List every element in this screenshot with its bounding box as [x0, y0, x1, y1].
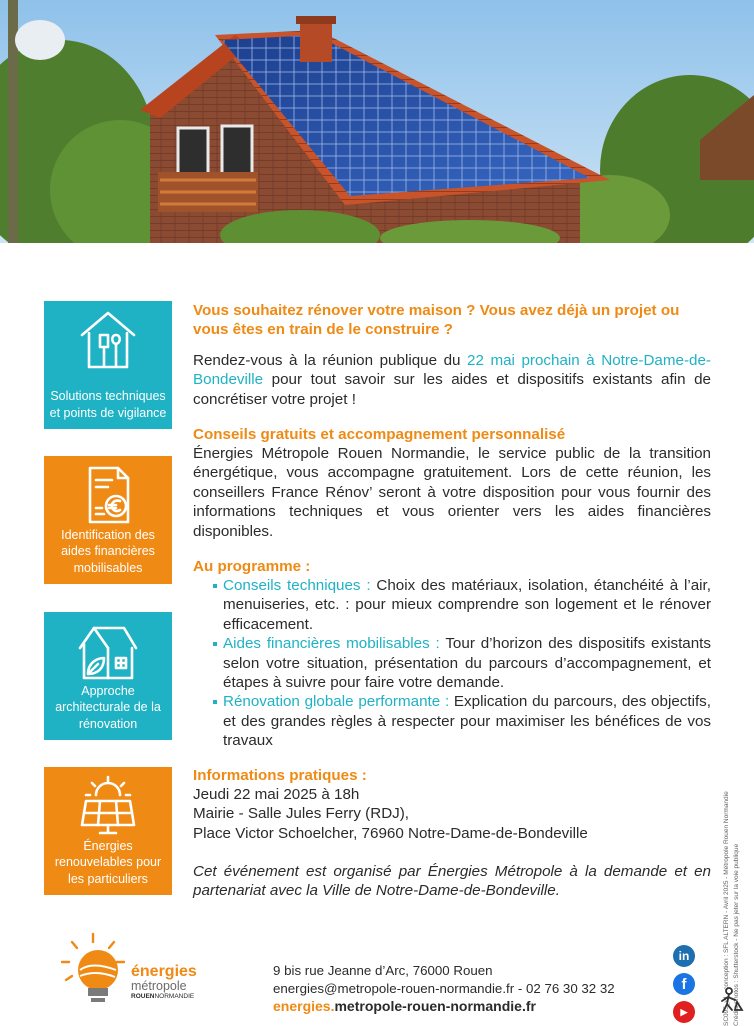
programme-item-text: Explication du parcours, des objectifs, et des grandes règles à respecter pour maximiser les bénéfices de vos travaux [223, 693, 711, 750]
programme-item-text: Choix des matériaux, isolation, étanchéité à l’air, menuiseries, etc. : pour mieux comprendre son logement et le rénover efficacement. [223, 577, 711, 633]
programme-list [193, 576, 711, 751]
tile-energies-renouvelables [44, 767, 172, 895]
tile-solutions-techniques [44, 301, 172, 429]
tile-approche-architecturale [44, 612, 172, 740]
logo-line3-rouen: ROUEN [131, 993, 155, 1000]
intro-heading: Vous souhaitez rénover votre maison ? Vous avez déjà un projet ou vous êtes en train de le construire ? [193, 302, 680, 339]
conseils-paragraph: Énergies Métropole Rouen Normandie, le service public de la transition énergétique, vous accompagne gratuitement. Lors de cette réunion, les conseillers France Rénov’ seront à votre disposition pour vous fournir des informations techniques et vous orienter vers les aides financières disponibles. [193, 445, 711, 540]
logo-line3-normandie: NORMANDIE [154, 993, 195, 1000]
programme-item-text: Tour d’horizon des dispositifs existants selon votre situation, présentation du parcours d’accompagnement, et étapes à suivre pour faire votre demande. [223, 635, 711, 692]
infos-address: Place Victor Schoelcher, 76960 Notre-Dame-de-Bondeville [193, 825, 588, 842]
solar-panel-sun-icon [78, 775, 138, 837]
no-littering-icon [717, 986, 745, 1014]
energies-metropole-logo [58, 930, 208, 1010]
youtube-icon[interactable]: ▶ [673, 1001, 695, 1023]
house-tools-icon [78, 309, 138, 371]
house-leaf-icon [78, 620, 138, 682]
footer-contact[interactable]: energies@metropole-rouen-normandie.fr - 02 76 30 32 32 [273, 981, 615, 996]
logo-line1: énergies [131, 963, 197, 980]
hero-photo [0, 0, 754, 243]
infos-date: Jeudi 22 mai 2025 à 18h [193, 786, 360, 803]
tile-label: Identification des aides financières mobilisables [61, 527, 155, 575]
lightbulb-logo-icon [58, 930, 128, 1010]
side-credits-line: Crédits photos : Shutterstock - Ne pas jeter sur la voie publique [733, 843, 740, 1026]
programme-item-term: Aides financières mobilisables : [223, 635, 440, 653]
infos-heading: Informations pratiques : [193, 767, 367, 784]
intro-text-end: pour tout savoir sur les aides et dispositifs existants afin de concrétiser votre projet ! [193, 371, 711, 408]
side-credits [713, 726, 745, 1026]
footer-website-prefix: energies. [273, 998, 335, 1014]
tile-aides-financieres [44, 456, 172, 584]
list-item [193, 576, 711, 634]
programme-list-wrapper [193, 576, 711, 751]
organizer-note: Cet événement est organisé par Énergies Métropole à la demande et en partenariat avec la Ville de Notre-Dame-de-Bondeville. [193, 863, 711, 900]
side-credits-line: SC095_v1 - conception : SFL ALTERN - Avril 2025 - Métropole Rouen Normandie [723, 791, 730, 1026]
footer-website-domain: metropole-rouen-normandie.fr [334, 998, 536, 1014]
facebook-icon[interactable]: f [673, 973, 695, 995]
logo-line3 [131, 993, 194, 1001]
list-item [193, 692, 711, 750]
intro-paragraph [193, 351, 711, 409]
programme-item-term: Rénovation globale performante : [223, 693, 450, 711]
logo-line2: métropole [131, 979, 187, 993]
infos-place: Mairie - Salle Jules Ferry (RDJ), [193, 805, 410, 822]
intro-text-start: Rendez-vous à la réunion publique du [193, 352, 468, 369]
list-item [193, 634, 711, 692]
document-euro-icon [78, 464, 138, 526]
conseils-heading: Conseils gratuits et accompagnement personnalisé [193, 426, 566, 443]
footer-address: 9 bis rue Jeanne d’Arc, 76000 Rouen [273, 963, 493, 978]
linkedin-icon[interactable]: in [673, 945, 695, 967]
tile-label: Solutions techniques et points de vigilance [49, 389, 167, 420]
programme-heading: Au programme : [193, 558, 311, 575]
solar-house-illustration [0, 0, 754, 243]
programme-item-term: Conseils techniques : [223, 577, 371, 594]
intro-event-highlight: 22 mai prochain à Notre-Dame-de-Bondeville [193, 352, 711, 389]
tile-label: Approche architecturale de la rénovation [55, 683, 161, 731]
footer-website[interactable] [273, 998, 536, 1015]
tile-label: Énergies renouvelables pour les particuliers [54, 838, 162, 886]
